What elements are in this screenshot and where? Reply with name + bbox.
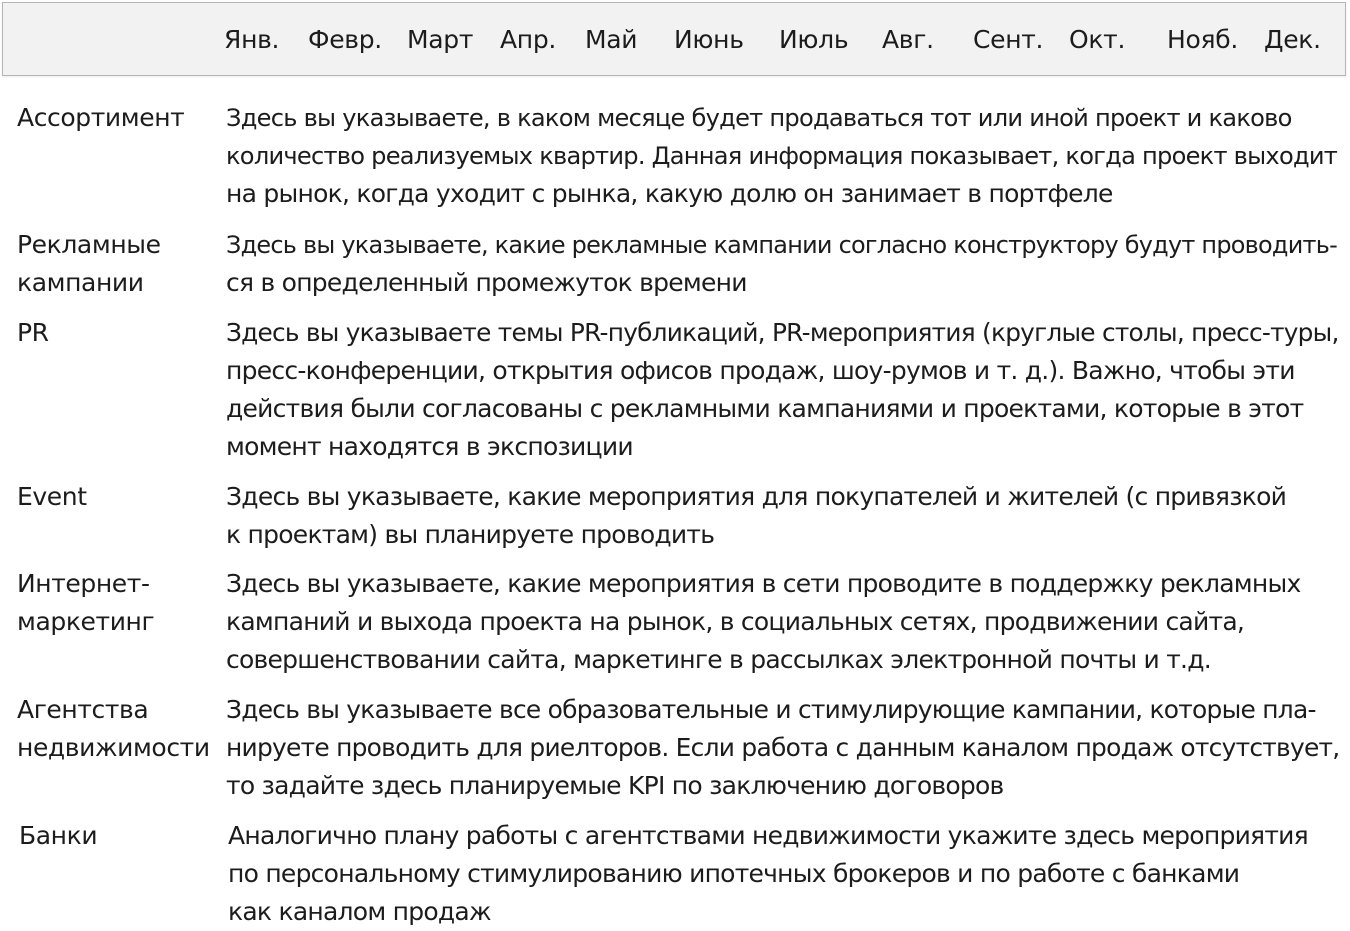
description-line: кампаний и выхода проекта на рынок, в социальных сетях, продвижении сайта, xyxy=(226,607,1245,636)
description-line: ся в определенный промежуток времени xyxy=(226,268,747,297)
description-line: Здесь вы указываете, какие рекламные кампании согласно конструктору будут проводить- xyxy=(226,231,1337,259)
description-line: Здесь вы указываете, какие мероприятия для покупателей и жителей (с привязкой xyxy=(226,482,1287,511)
description-line: совершенствовании сайта, маркетинге в рассылках электронной почты и т.д. xyxy=(226,645,1211,674)
row-description-event xyxy=(226,478,1286,554)
row-label-assortment xyxy=(17,99,184,137)
description-line: на рынок, когда уходит с рынка, какую долю он занимает в портфеле xyxy=(226,179,1113,208)
label-line: PR xyxy=(17,318,49,347)
row-description-internet-marketing xyxy=(226,565,1301,679)
month-jul: Июль xyxy=(779,25,849,54)
month-feb: Февр. xyxy=(308,25,382,54)
month-jun: Июнь xyxy=(674,25,744,54)
label-line: Event xyxy=(17,482,87,511)
label-line: кампании xyxy=(17,268,144,297)
row-label-event xyxy=(17,478,87,516)
row-label-internet-marketing xyxy=(17,565,154,641)
row-description-real-estate-agencies xyxy=(226,691,1339,805)
row-description-banks xyxy=(228,817,1308,931)
label-line: Рекламные xyxy=(17,230,161,259)
row-description-ad-campaigns xyxy=(226,226,1337,302)
row-label-banks xyxy=(19,817,97,855)
description-line: Аналогично плану работы с агентствами недвижимости укажите здесь мероприятия xyxy=(228,821,1308,850)
description-line: Здесь вы указываете темы PR-публикаций, PR-мероприятия (круглые столы, пресс-туры, xyxy=(226,318,1339,347)
description-line: Здесь вы указываете все образовательные и стимулирующие кампании, которые пла- xyxy=(226,695,1316,724)
month-jan: Янв. xyxy=(224,25,280,54)
row-label-pr xyxy=(17,314,49,352)
row-label-ad-campaigns xyxy=(17,226,161,302)
label-line: маркетинг xyxy=(17,607,155,636)
label-line: Агентства xyxy=(17,695,149,724)
month-sep: Сент. xyxy=(973,25,1044,54)
description-line: по персональному стимулированию ипотечных брокеров и по работе с банками xyxy=(228,859,1240,888)
row-description-pr xyxy=(226,314,1339,466)
description-line: как каналом продаж xyxy=(228,897,491,926)
label-line: Ассортимент xyxy=(17,103,185,132)
label-line: недвижимости xyxy=(17,733,210,762)
description-line: Здесь вы указываете, какие мероприятия в сети проводите в поддержку рекламных xyxy=(226,569,1301,598)
description-line: то задайте здесь планируемые KPI по заключению договоров xyxy=(226,771,1004,800)
description-line: к проектам) вы планируете проводить xyxy=(226,520,715,549)
label-line: Интернет- xyxy=(17,569,150,598)
row-description-assortment xyxy=(226,99,1337,213)
month-mar: Март xyxy=(407,25,474,54)
month-aug: Авг. xyxy=(882,25,934,54)
month-nov: Нояб. xyxy=(1167,25,1238,54)
month-may: Май xyxy=(585,25,638,54)
month-dec: Дек. xyxy=(1264,25,1321,54)
description-line: количество реализуемых квартир. Данная информация показывает, когда проект выходит xyxy=(226,142,1338,170)
description-line: Здесь вы указываете, в каком месяце будет продаваться тот или иной проект и каково xyxy=(226,104,1292,132)
row-label-real-estate-agencies xyxy=(17,691,210,767)
description-line: момент находятся в экспозиции xyxy=(226,432,633,461)
description-line: пресс-конференции, открытия офисов продаж, шоу-румов и т. д.). Важно, чтобы эти xyxy=(226,356,1295,385)
month-apr: Апр. xyxy=(500,25,557,54)
description-line: действия были согласованы с рекламными кампаниями и проектами, которые в этот xyxy=(226,394,1304,423)
month-oct: Окт. xyxy=(1069,25,1126,54)
label-line: Банки xyxy=(19,821,98,850)
description-line: нируете проводить для риелторов. Если работа с данным каналом продаж отсутствует, xyxy=(226,733,1340,762)
